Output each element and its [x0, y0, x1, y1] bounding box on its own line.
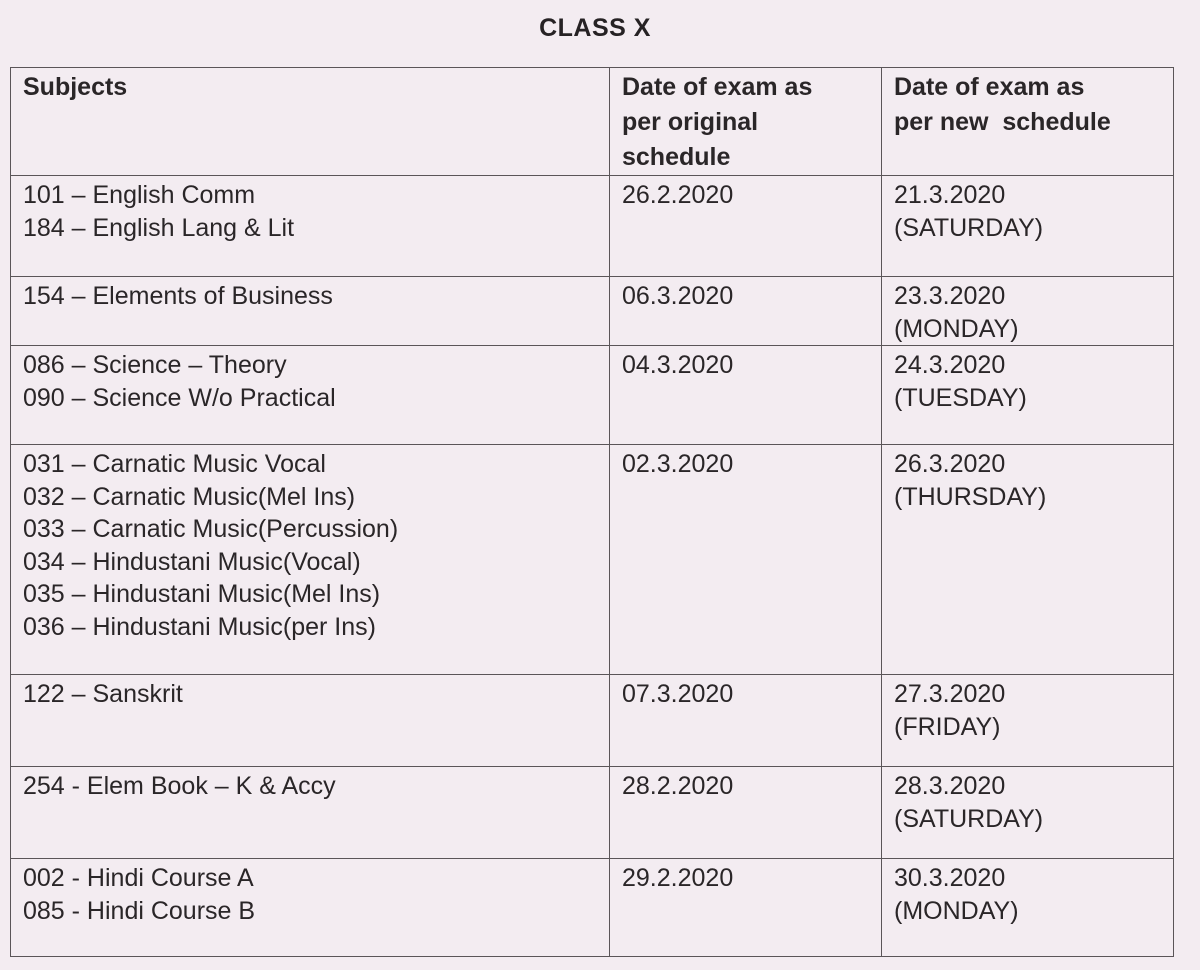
header-subjects: Subjects	[11, 68, 610, 176]
original-date-cell: 29.2.2020	[610, 859, 882, 957]
subjects-cell: 086 – Science – Theory 090 – Science W/o Practical	[11, 346, 610, 445]
original-date-cell: 06.3.2020	[610, 277, 882, 346]
header-original-date: Date of exam as per original schedule	[610, 68, 882, 176]
table-row	[11, 767, 1174, 859]
original-date-cell: 28.2.2020	[610, 767, 882, 859]
table-row	[11, 346, 1174, 445]
new-date-cell: 21.3.2020 (SATURDAY)	[882, 176, 1174, 277]
new-date-cell: 23.3.2020 (MONDAY)	[882, 277, 1174, 346]
header-new-date: Date of exam as per new schedule	[882, 68, 1174, 176]
document-title: CLASS X	[539, 14, 651, 42]
table-row	[11, 176, 1174, 277]
table-row	[11, 859, 1174, 957]
original-date-cell: 04.3.2020	[610, 346, 882, 445]
subjects-cell: 122 – Sanskrit	[11, 675, 610, 767]
subjects-cell: 254 - Elem Book – K & Accy	[11, 767, 610, 859]
new-date-cell: 30.3.2020 (MONDAY)	[882, 859, 1174, 957]
new-date-cell: 28.3.2020 (SATURDAY)	[882, 767, 1174, 859]
exam-schedule-table	[10, 67, 1174, 957]
subjects-cell: 101 – English Comm 184 – English Lang & Lit	[11, 176, 610, 277]
subjects-cell: 031 – Carnatic Music Vocal 032 – Carnatic Music(Mel Ins) 033 – Carnatic Music(Percussion) 034 – Hindustani Music(Vocal) 035 – Hindustani Music(Mel Ins) 036 – Hindustani Music(per Ins)	[11, 445, 610, 675]
original-date-cell: 26.2.2020	[610, 176, 882, 277]
subjects-cell: 154 – Elements of Business	[11, 277, 610, 346]
original-date-cell: 07.3.2020	[610, 675, 882, 767]
table-row	[11, 675, 1174, 767]
new-date-cell: 26.3.2020 (THURSDAY)	[882, 445, 1174, 675]
table-row	[11, 277, 1174, 346]
header-row	[11, 68, 1174, 176]
new-date-cell: 24.3.2020 (TUESDAY)	[882, 346, 1174, 445]
new-date-cell: 27.3.2020 (FRIDAY)	[882, 675, 1174, 767]
original-date-cell: 02.3.2020	[610, 445, 882, 675]
table-row	[11, 445, 1174, 675]
subjects-cell: 002 - Hindi Course A 085 - Hindi Course B	[11, 859, 610, 957]
